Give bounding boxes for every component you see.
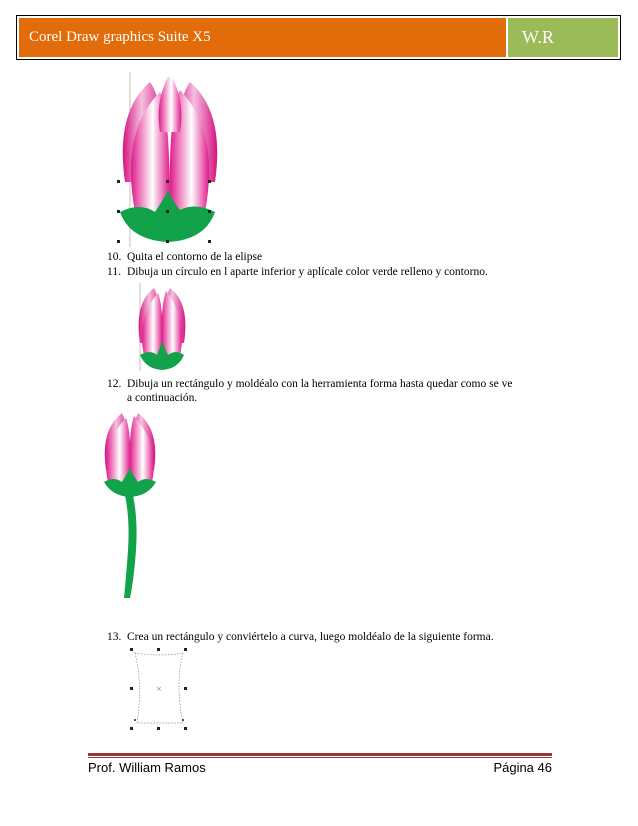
- step-text: Dibuja un círculo en l aparte inferior y aplícale color verde relleno y contorno.: [127, 266, 488, 278]
- footer-page-number: Página 46: [493, 760, 552, 775]
- step-continuation: a continuación.: [127, 392, 198, 404]
- page-header: [16, 15, 621, 60]
- step-text: Crea un rectángulo y conviértelo a curva, luego moldéalo de la siguiente forma.: [127, 631, 494, 643]
- node-point: [134, 719, 136, 721]
- tulip-with-ellipse-illustration: [110, 72, 230, 252]
- footer-author: Prof. William Ramos: [88, 760, 206, 775]
- curved-rectangle-illustration: [125, 645, 195, 735]
- step-number: 12.: [107, 378, 122, 390]
- page-footer: [88, 760, 552, 775]
- front-left-petal: [106, 418, 130, 482]
- step-number: 13.: [107, 631, 122, 643]
- center-petal: [159, 77, 182, 132]
- node-point: [182, 719, 184, 721]
- step-number: 10.: [107, 251, 122, 263]
- center-marker: ×: [156, 685, 162, 693]
- green-stem: [124, 495, 137, 598]
- front-right-petal: [130, 416, 154, 482]
- tulip-with-stem-illustration: [100, 410, 160, 602]
- step-10: [107, 250, 262, 264]
- step-12: [107, 377, 512, 405]
- footer-rule: [88, 753, 552, 756]
- footer-rule-thin: [88, 757, 552, 758]
- small-tulip-illustration: [132, 283, 192, 373]
- author-tag: W.R: [508, 18, 618, 57]
- document-title: Corel Draw graphics Suite X5: [19, 18, 506, 57]
- step-text: Dibuja un rectángulo y moldéalo con la herramienta forma hasta quedar como se ve: [127, 378, 513, 390]
- step-text: Quita el contorno de la elipse: [127, 251, 263, 263]
- step-11: [107, 265, 488, 279]
- step-number: 11.: [107, 266, 121, 278]
- step-13: [107, 630, 494, 644]
